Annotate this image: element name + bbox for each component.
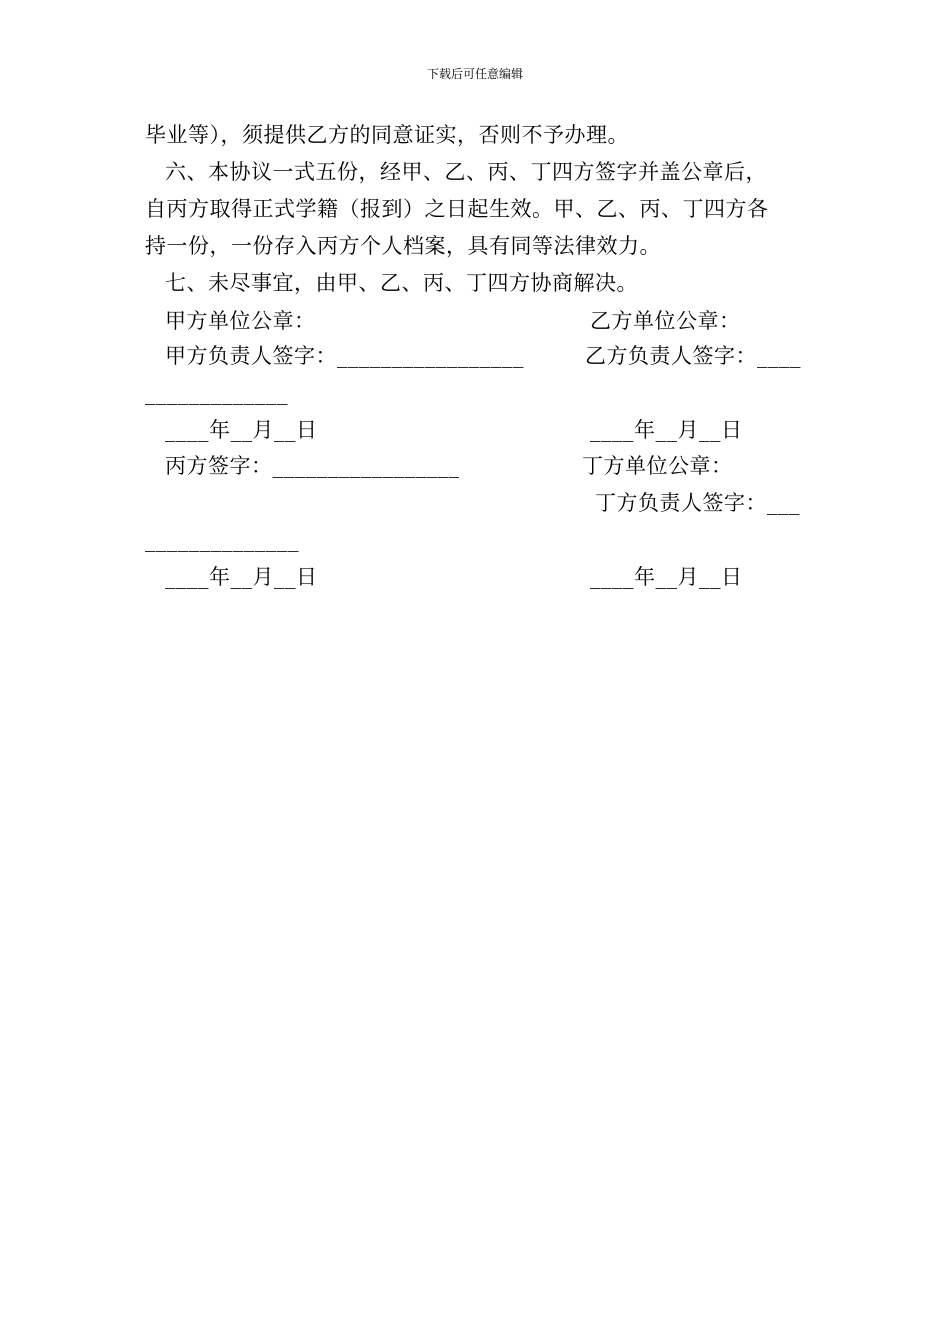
page-header: 下载后可任意编辑 (426, 67, 523, 81)
party-b-date-field: ____年__月__日 (590, 418, 743, 442)
clause-seven-line: 七、未尽事宜，由甲、乙、丙、丁四方协商解决。 (165, 271, 638, 295)
party-c-sign-field: 丙方签字：_________________ (165, 454, 460, 478)
clause-six-line: 六、本协议一式五份，经甲、乙、丙、丁四方签字并盖公章后， (165, 160, 767, 184)
party-c-date-field: ____年__月__日 (165, 565, 318, 589)
party-a-signer-field: 甲方负责人签字：_________________ (165, 344, 524, 368)
party-b-signer-field: 乙方负责人签字：____ (585, 344, 801, 368)
clause-six-line: 自丙方取得正式学籍（报到）之日起生效。甲、乙、丙、丁四方各 (145, 197, 769, 221)
party-d-signer-field-continued: ______________ (145, 528, 299, 552)
paragraph-line: 毕业等），须提供乙方的同意证实，否则不予办理。 (145, 123, 629, 147)
party-b-signer-field-continued: _____________ (145, 381, 288, 405)
party-d-signer-field: 丁方负责人签字：___ (595, 491, 800, 515)
party-b-seal-label: 乙方单位公章： (590, 309, 741, 333)
party-d-date-field: ____年__月__日 (590, 565, 743, 589)
party-d-seal-label: 丁方单位公章： (582, 454, 733, 478)
clause-six-line: 持一份，一份存入丙方个人档案，具有同等法律效力。 (145, 234, 661, 258)
party-a-seal-label: 甲方单位公章： (165, 309, 316, 333)
party-a-date-field: ____年__月__日 (165, 418, 318, 442)
